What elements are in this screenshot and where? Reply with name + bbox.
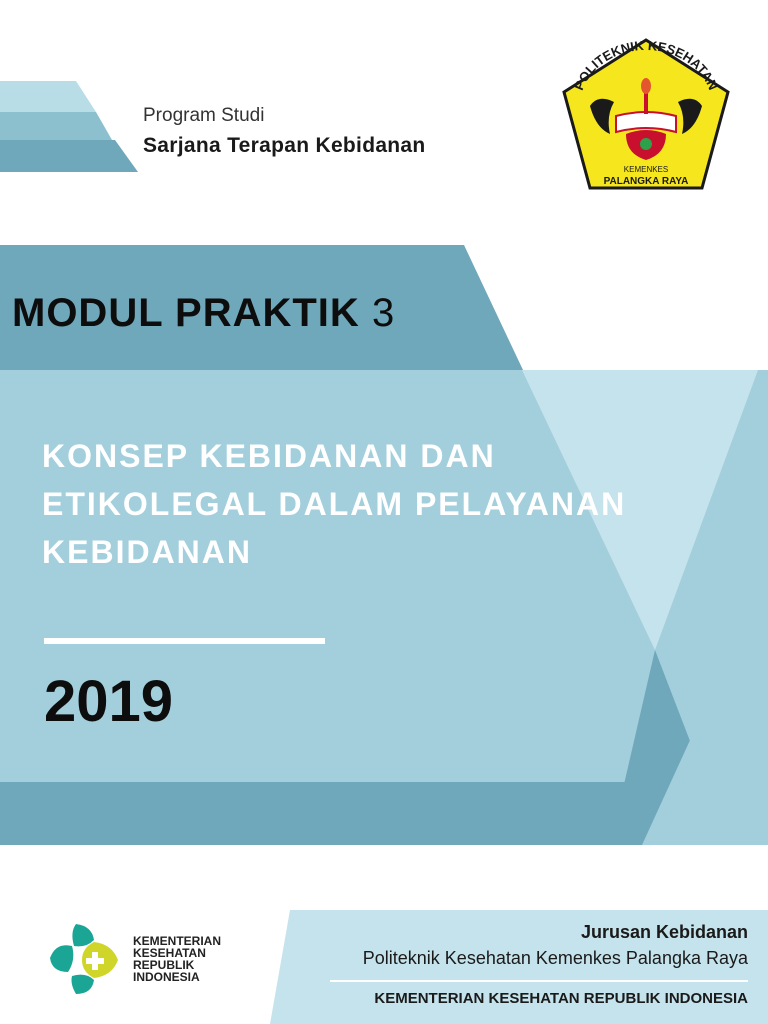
program-label: Program Studi <box>143 105 265 126</box>
subject-title <box>42 432 732 576</box>
subject-line-2: ETIKOLEGAL DALAM PELAYANAN <box>42 486 627 522</box>
kemenkes-text-line-4: INDONESIA <box>133 970 200 984</box>
kemenkes-text-line-3: REPUBLIK <box>133 958 195 972</box>
title-divider <box>44 638 325 644</box>
subject-line-3: KEBIDANAN <box>42 534 252 570</box>
modul-title <box>12 291 395 336</box>
footer-divider <box>330 980 748 982</box>
kemenkes-logo-text <box>133 935 221 983</box>
poltekkes-logo <box>560 36 732 192</box>
kemenkes-leaf-left <box>50 945 73 972</box>
kemenkes-leaf-top <box>72 924 94 946</box>
footer-institution: Politeknik Kesehatan Kemenkes Palangka Raya <box>362 948 748 968</box>
footer-ministry: KEMENTERIAN KESEHATAN REPUBLIK INDONESIA <box>374 990 748 1007</box>
modul-number: 3 <box>371 291 396 335</box>
program-name: Sarjana Terapan Kebidanan <box>143 134 426 157</box>
logo-bottom-text-2: PALANGKA RAYA <box>603 176 689 187</box>
logo-book <box>616 112 676 132</box>
logo-top-text: POLITEKNIK KESEHATAN <box>571 37 721 93</box>
kemenkes-text-line-1: KEMENTERIAN <box>133 934 222 948</box>
logo-bottom-text-1: KEMENKES <box>623 165 669 174</box>
kemenkes-logo-icon <box>46 920 124 998</box>
top-stripe-dark <box>0 140 138 172</box>
logo-flame <box>641 78 651 94</box>
logo-emblem-dot <box>640 138 652 150</box>
top-stripe-mid <box>0 112 112 140</box>
year: 2019 <box>44 669 174 734</box>
kemenkes-leaf-bottom <box>72 975 95 994</box>
modul-label: MODUL PRAKTIK <box>12 291 360 335</box>
subject-line-1: KONSEP KEBIDANAN DAN <box>42 438 496 474</box>
kemenkes-text-line-2: KESEHATAN <box>133 946 206 960</box>
footer-jurusan: Jurusan Kebidanan <box>580 922 748 942</box>
top-stripe-light <box>0 81 96 112</box>
